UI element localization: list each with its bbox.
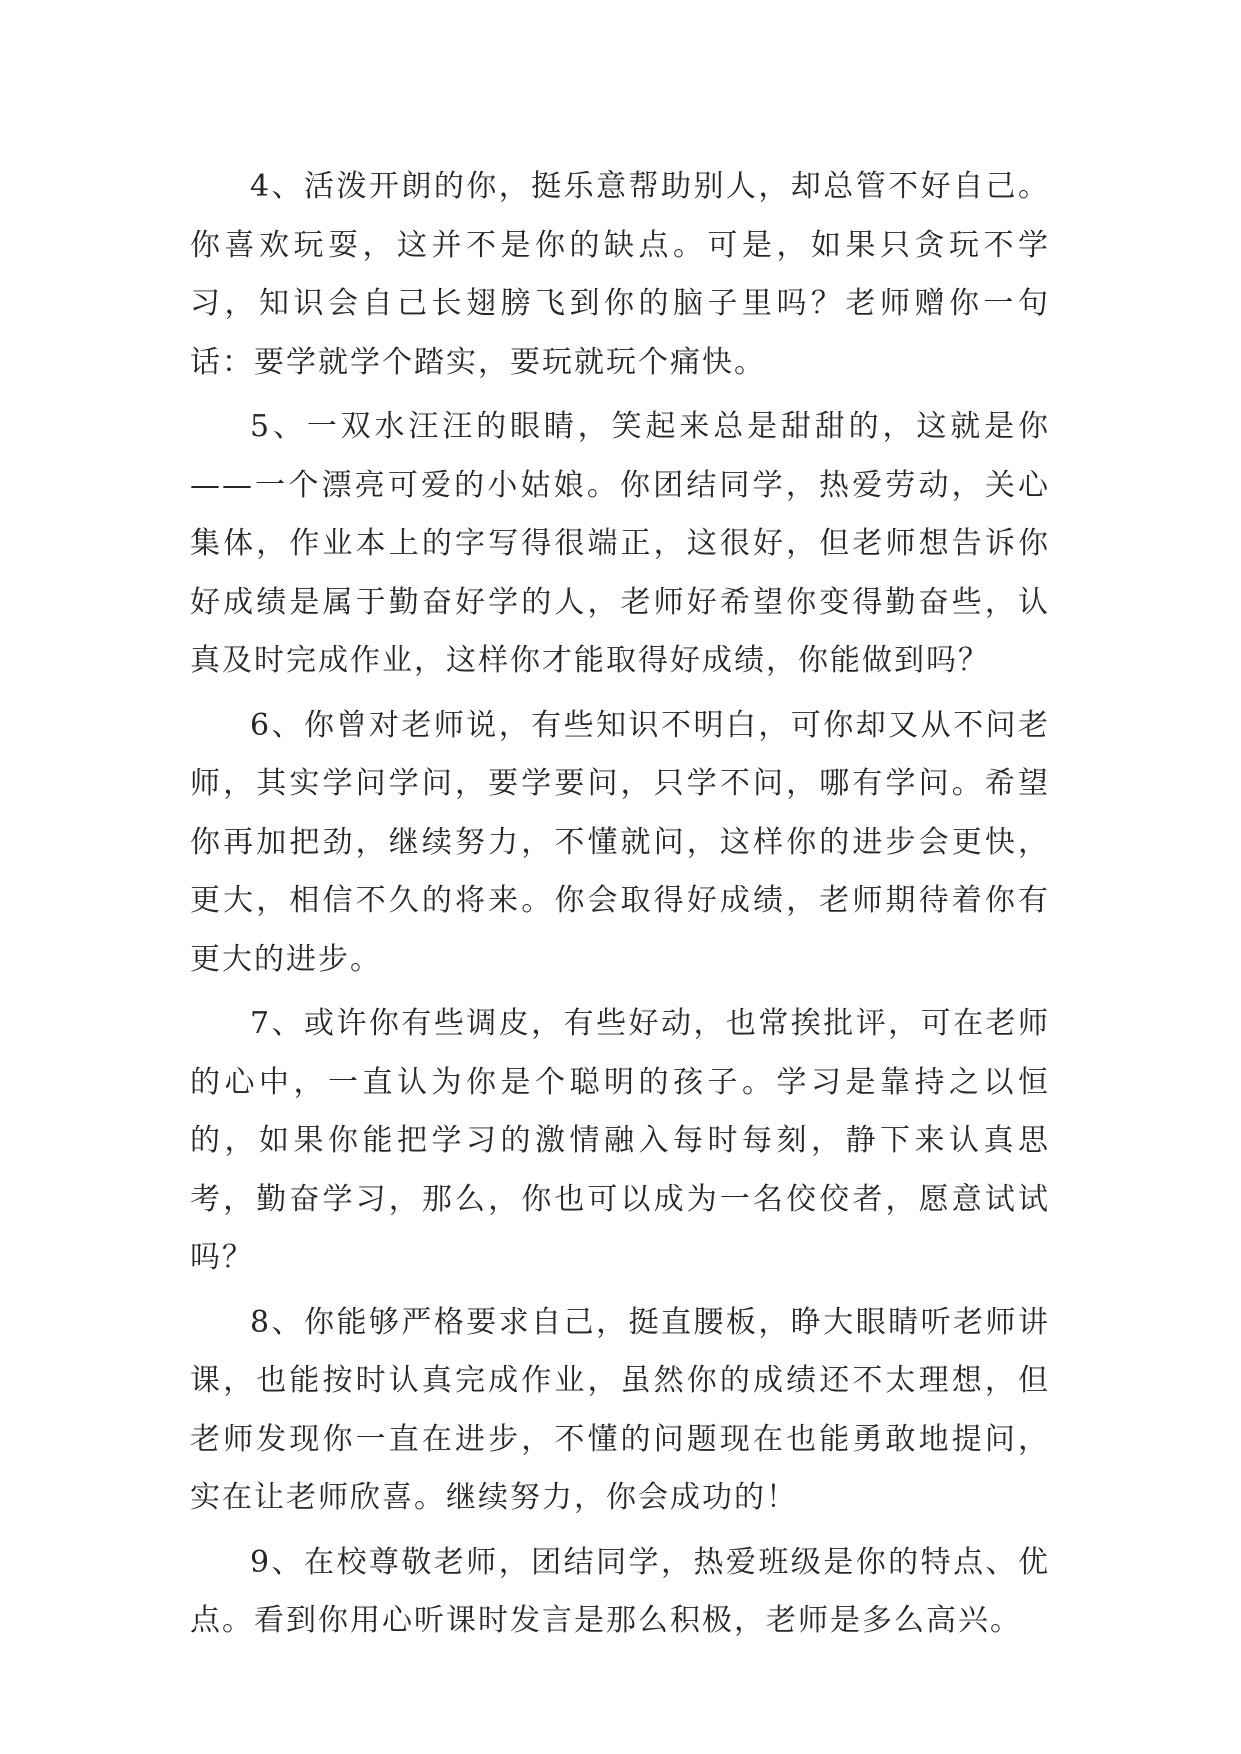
comment-paragraph-7: 7、或许你有些调皮，有些好动，也常挨批评，可在老师的心中，一直认为你是个聪明的孩子。学习是靠持之以恒的，如果你能把学习的激情融入每时每刻，静下来认真思考，勤奋学习，那么，你也可以成为一名佼佼者，愿意试试吗？: [190, 1006, 1050, 1275]
document-body: [190, 158, 1050, 1657]
comment-paragraph-5: 5、一双水汪汪的眼睛，笑起来总是甜甜的，这就是你——一个漂亮可爱的小姑娘。你团结同学，热爱劳动，关心集体，作业本上的字写得很端正，这很好，但老师想告诉你好成绩是属于勤奋好学的人，老师好希望你变得勤奋些，认真及时完成作业，这样你才能取得好成绩，你能做到吗？: [190, 409, 1050, 678]
comment-paragraph-9: 9、在校尊敬老师，团结同学，热爱班级是你的特点、优点。看到你用心听课时发言是那么积极，老师是多么高兴。: [190, 1544, 1050, 1638]
comment-paragraph-4: 4、活泼开朗的你，挺乐意帮助别人，却总管不好自己。你喜欢玩耍，这并不是你的缺点。可是，如果只贪玩不学习，知识会自己长翅膀飞到你的脑子里吗？老师赠你一句话：要学就学个踏实，要玩就玩个痛快。: [190, 169, 1050, 380]
comment-paragraph-6: 6、你曾对老师说，有些知识不明白，可你却又从不问老师，其实学问学问，要学要问，只学不问，哪有学问。希望你再加把劲，继续努力，不懂就问，这样你的进步会更快，更大，相信不久的将来。你会取得好成绩，老师期待着你有更大的进步。: [190, 707, 1050, 977]
comment-paragraph-8: 8、你能够严格要求自己，挺直腰板，睁大眼睛听老师讲课，也能按时认真完成作业，虽然你的成绩还不太理想，但老师发现你一直在进步，不懂的问题现在也能勇敢地提问，实在让老师欣喜。继续努力，你会成功的！: [190, 1304, 1050, 1515]
